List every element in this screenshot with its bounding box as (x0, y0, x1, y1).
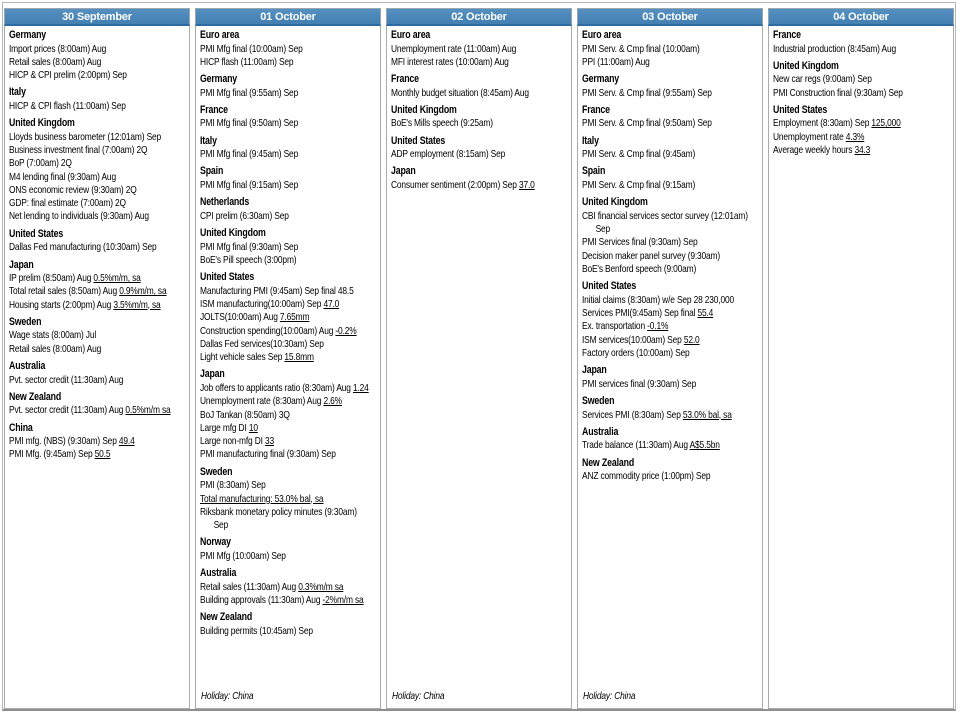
day-events (195, 26, 381, 709)
country-group (582, 364, 760, 391)
holiday-note: Holiday: China (392, 690, 445, 702)
event-line: Net lending to individuals (9:30am) Aug (9, 210, 149, 223)
event-value-underlined: 10 (248, 421, 258, 434)
country-group (200, 135, 378, 162)
day-events-list (773, 29, 951, 157)
event-line: Sep (595, 223, 611, 236)
event-line: PMI Serv. & Cmp final (9:15am) (582, 178, 696, 191)
event-line: Retail sales (8:00am) Aug (9, 55, 102, 68)
event-line: BoE's Benford speech (9:00am) (582, 262, 697, 275)
country-header: Italy (200, 134, 217, 147)
event-value-underlined: 1.24 (352, 381, 369, 394)
event-value-underlined: 50.5 (94, 448, 111, 461)
country-group (200, 73, 378, 100)
country-header: Japan (200, 368, 225, 381)
country-header: Japan (582, 364, 607, 377)
country-group (9, 316, 187, 356)
event-line: ADP employment (8:15am) Sep (391, 148, 506, 161)
country-header: France (391, 73, 419, 86)
country-header: Netherlands (200, 196, 250, 209)
event-line: Consumer sentiment (2:00pm) Sep 37.0 (391, 178, 535, 191)
day-header: 04 October (768, 8, 954, 26)
country-group (391, 165, 569, 192)
country-group (582, 73, 760, 100)
event-line: PMI (8:30am) Sep (200, 479, 266, 492)
event-line: PMI Mfg (10:00am) Sep (200, 549, 286, 562)
event-line: Industrial production (8:45am) Aug (773, 42, 896, 55)
day-column-03-october (577, 8, 763, 709)
event-line: PMI Services final (9:30am) Sep (582, 236, 698, 249)
country-group (200, 227, 378, 267)
event-line: PMI Mfg final (10:00am) Sep (200, 42, 303, 55)
country-header: United Kingdom (200, 227, 266, 240)
event-line: GDP: final estimate (7:00am) 2Q (9, 197, 126, 210)
country-group (200, 611, 378, 638)
event-value-underlined: 47.0 (323, 297, 340, 310)
country-header: New Zealand (200, 611, 253, 624)
event-line: CPI prelim (6:30am) Sep (200, 209, 289, 222)
event-line: Dallas Fed services(10:30am) Sep (200, 337, 324, 350)
event-line: PMI Serv. & Cmp final (10:00am) (582, 42, 700, 55)
country-header: United States (200, 271, 255, 284)
country-group (9, 422, 187, 462)
country-header: New Zealand (9, 390, 62, 403)
calendar (4, 8, 954, 709)
country-group (200, 271, 378, 364)
day-column-04-october (768, 8, 954, 709)
country-header: United States (9, 227, 64, 240)
event-line: BoE's Mills speech (9:25am) (391, 117, 493, 130)
day-column-01-october (195, 8, 381, 709)
country-header: Germany (9, 29, 47, 41)
event-value-underlined: 34.3 (854, 143, 871, 156)
event-line: Unemployment rate 4.3% (773, 130, 865, 143)
event-line: Pvt. sector credit (11:30am) Aug (9, 373, 124, 386)
country-header: United Kingdom (391, 103, 457, 116)
country-group (200, 466, 378, 533)
country-group (9, 117, 187, 224)
country-group (200, 165, 378, 192)
holiday-note: Holiday: China (583, 690, 636, 702)
event-value-underlined: -0.1% (647, 320, 669, 333)
event-line: PPI (11:00am) Aug (582, 55, 650, 68)
country-header: Australia (582, 425, 619, 438)
country-group (582, 196, 760, 276)
event-line: Factory orders (10:00am) Sep (582, 346, 690, 359)
country-group (391, 73, 569, 100)
event-value-underlined: 0.9%m/m, sa (119, 285, 167, 298)
event-line: PMI Mfg final (9:30am) Sep (200, 240, 299, 253)
event-line: PMI manufacturing final (9:30am) Sep (200, 448, 336, 461)
event-line: CBI financial services sector survey (12:01am) (582, 209, 748, 222)
country-header: France (582, 103, 610, 116)
country-header: Euro area (391, 29, 431, 41)
country-header: Euro area (582, 29, 622, 41)
country-header: United States (582, 280, 637, 293)
event-value-underlined: 15.8mm (284, 351, 314, 364)
country-header: New Zealand (582, 456, 635, 469)
event-line: Wage stats (8:00am) Jul (9, 329, 97, 342)
event-line: Light vehicle sales Sep 15.8mm (200, 351, 314, 364)
event-line: Average weekly hours 34.3 (773, 143, 871, 156)
country-group (582, 426, 760, 453)
country-header: Germany (200, 73, 238, 86)
event-line: BoP (7:00am) 2Q (9, 157, 72, 170)
event-value-underlined: 37.0 (518, 178, 535, 191)
event-value-underlined: 52.0 (683, 333, 700, 346)
event-line: Monthly budget situation (8:45am) Aug (391, 86, 529, 99)
event-value-underlined: 53.0% bal, sa (682, 408, 732, 421)
country-group (773, 104, 951, 157)
event-value-underlined: 3.5%m/m, sa (113, 298, 161, 311)
country-header: United Kingdom (9, 117, 75, 130)
country-header: Sweden (9, 315, 42, 328)
day-events-list (391, 29, 569, 192)
event-line: PMI Serv. & Cmp final (9:50am) Sep (582, 117, 712, 130)
event-line: Construction spending(10:00am) Aug -0.2% (200, 324, 357, 337)
country-group (9, 391, 187, 418)
country-header: Norway (200, 536, 231, 549)
event-line: HICP & CPI flash (11:00am) Sep (9, 99, 126, 112)
event-line: Large non-mfg DI 33 (200, 435, 275, 448)
country-header: United Kingdom (582, 196, 648, 209)
event-value-underlined: 0.3%m/m sa (298, 580, 344, 593)
holiday-note: Holiday: China (201, 690, 254, 702)
event-line: ONS economic review (9:30am) 2Q (9, 183, 137, 196)
event-line: HICP & CPI prelim (2:00pm) Sep (9, 69, 127, 82)
event-line: ISM manufacturing(10:00am) Sep 47.0 (200, 297, 340, 310)
country-header: Italy (9, 86, 26, 99)
country-header: Euro area (200, 29, 240, 41)
event-line: Decision maker panel survey (9:30am) (582, 249, 721, 262)
day-events (577, 26, 763, 709)
country-header: China (9, 421, 33, 434)
country-group (773, 29, 951, 56)
country-group (9, 228, 187, 255)
event-value-underlined: 33 (264, 435, 275, 448)
event-line: IP prelim (8:50am) Aug 0.5%m/m, sa (9, 272, 141, 285)
country-header: United States (773, 103, 828, 116)
event-value-underlined: A$5.5bn (689, 439, 720, 452)
day-column-02-october (386, 8, 572, 709)
day-header: 02 October (386, 8, 572, 26)
event-line: PMI services final (9:30am) Sep (582, 377, 697, 390)
country-group (9, 259, 187, 312)
event-line: PMI mfg. (NBS) (9:30am) Sep 49.4 (9, 435, 135, 448)
event-line: BoJ Tankan (8:50am) 3Q (200, 408, 290, 421)
country-group (9, 360, 187, 387)
country-header: United Kingdom (773, 59, 839, 72)
event-line: Unemployment rate (11:00am) Aug (391, 42, 517, 55)
event-line: M4 lending final (9:30am) Aug (9, 170, 116, 183)
country-group (200, 368, 378, 461)
event-line: Manufacturing PMI (9:45am) Sep final 48.5 (200, 284, 354, 297)
event-line: Trade balance (11:30am) Aug A$5.5bn (582, 439, 720, 452)
event-line: Initial claims (8:30am) w/e Sep 28 230,000 (582, 293, 735, 306)
event-line: PMI Mfg final (9:45am) Sep (200, 148, 299, 161)
event-value-underlined: 7.65mm (279, 311, 310, 324)
country-group (200, 29, 378, 69)
event-line: ISM services(10:00am) Sep 52.0 (582, 333, 700, 346)
country-header: Spain (582, 165, 606, 178)
country-group (582, 280, 760, 360)
country-group (391, 135, 569, 162)
event-line: PMI Mfg. (9:45am) Sep 50.5 (9, 448, 111, 461)
country-header: France (773, 29, 801, 41)
event-line: Retail sales (11:30am) Aug 0.3%m/m sa (200, 580, 344, 593)
event-line: ANZ commodity price (1:00pm) Sep (582, 470, 711, 483)
country-group (582, 395, 760, 422)
country-header: Australia (200, 567, 237, 580)
day-events-list (9, 29, 187, 462)
country-group (582, 104, 760, 131)
country-header: Italy (582, 134, 599, 147)
event-line: PMI Mfg final (9:55am) Sep (200, 86, 299, 99)
event-value-underlined: 4.3% (845, 130, 865, 143)
event-line: Retail sales (8:00am) Aug (9, 342, 102, 355)
event-line: PMI Mfg final (9:15am) Sep (200, 178, 299, 191)
event-line: PMI Construction final (9:30am) Sep (773, 86, 903, 99)
event-value-underlined: 55.4 (697, 307, 714, 320)
country-group (9, 29, 187, 82)
event-line: Pvt. sector credit (11:30am) Aug 0.5%m/m sa (9, 404, 171, 417)
event-line: Import prices (8:00am) Aug (9, 42, 107, 55)
country-group (582, 457, 760, 484)
economic-calendar-page (2, 2, 956, 711)
event-line: Services PMI (8:30am) Sep 53.0% bal, sa (582, 408, 732, 421)
event-line: Dallas Fed manufacturing (10:30am) Sep (9, 241, 157, 254)
event-line: HICP flash (11:00am) Sep (200, 55, 294, 68)
country-group (391, 104, 569, 131)
event-line: Housing starts (2:00pm) Aug 3.5%m/m, sa (9, 298, 161, 311)
event-value-underlined: 0.5%m/m sa (125, 404, 171, 417)
country-group (773, 60, 951, 100)
event-value-underlined: 0.5%m/m, sa (93, 272, 141, 285)
country-group (9, 86, 187, 113)
country-header: United States (391, 134, 446, 147)
country-group (391, 29, 569, 69)
country-group (200, 536, 378, 563)
country-header: Japan (391, 165, 416, 178)
country-group (200, 196, 378, 223)
event-line: JOLTS(10:00am) Aug 7.65mm (200, 311, 310, 324)
event-value-underlined: 49.4 (118, 435, 135, 448)
country-group (582, 29, 760, 69)
country-header: Japan (9, 258, 34, 271)
day-events-list (200, 29, 378, 638)
event-line: MFI interest rates (10:00am) Aug (391, 55, 509, 68)
event-line: Services PMI(9:45am) Sep final 55.4 (582, 307, 714, 320)
event-line: PMI Serv. & Cmp final (9:55am) Sep (582, 86, 712, 99)
event-line: PMI Serv. & Cmp final (9:45am) (582, 148, 696, 161)
country-header: Spain (200, 165, 224, 178)
day-events (768, 26, 954, 709)
event-line: Job offers to applicants ratio (8:30am) Aug 1.24 (200, 381, 369, 394)
country-group (582, 135, 760, 162)
event-value-underlined: -2%m/m sa (322, 594, 364, 607)
event-line: Lloyds business barometer (12:01am) Sep (9, 130, 162, 143)
event-line: Total retail sales (8:50am) Aug 0.9%m/m, sa (9, 285, 167, 298)
country-header: Sweden (582, 395, 615, 408)
country-group (582, 165, 760, 192)
event-line: New car regs (9:00am) Sep (773, 73, 872, 86)
event-line: Building permits (10:45am) Sep (200, 624, 313, 637)
event-line: Unemployment rate (8:30am) Aug 2.6% (200, 395, 342, 408)
country-header: Germany (582, 73, 620, 86)
day-events (386, 26, 572, 709)
event-line: Employment (8:30am) Sep 125,000 (773, 117, 901, 130)
event-line: Business investment final (7:00am) 2Q (9, 143, 148, 156)
country-header: France (200, 103, 228, 116)
country-header: Sweden (200, 465, 233, 478)
event-line: Ex. transportation -0.1% (582, 320, 669, 333)
event-value-underlined: Total manufacturing: 53.0% bal, sa (200, 492, 324, 505)
event-value-underlined: 125,000 (871, 117, 901, 130)
day-events-list (582, 29, 760, 483)
event-line: Building approvals (11:30am) Aug -2%m/m sa (200, 594, 364, 607)
day-column-30-september (4, 8, 190, 709)
event-line: BoE's Pill speech (3:00pm) (200, 253, 297, 266)
event-line: Sep (213, 519, 229, 532)
country-group (200, 567, 378, 607)
event-value-underlined: -0.2% (335, 324, 357, 337)
country-header: Australia (9, 360, 46, 373)
day-header: 03 October (577, 8, 763, 26)
country-group (200, 104, 378, 131)
day-header: 01 October (195, 8, 381, 26)
day-events (4, 26, 190, 709)
event-value-underlined: 2.6% (323, 395, 342, 408)
event-line (200, 493, 378, 506)
event-line: Riksbank monetary policy minutes (9:30am) (200, 505, 357, 518)
day-header: 30 September (4, 8, 190, 26)
event-line: PMI Mfg final (9:50am) Sep (200, 117, 299, 130)
event-line: Large mfg DI 10 (200, 421, 258, 434)
